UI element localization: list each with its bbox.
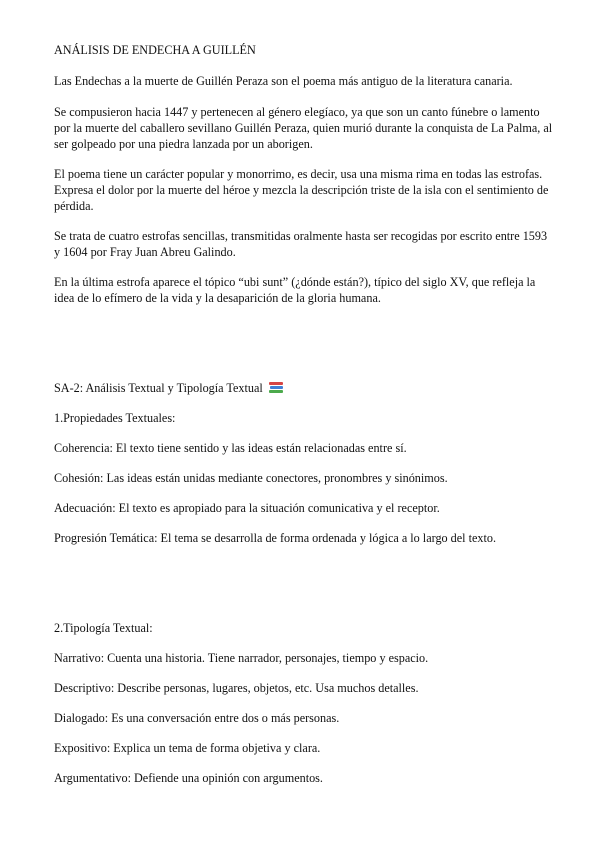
- section-heading-text: SA-2: Análisis Textual y Tipología Textual: [54, 381, 263, 395]
- text-line: ser golpeado por una piedra lanzada por un aborigen.: [54, 137, 313, 151]
- text-line: Expresa el dolor por la muerte del héroe y mezcla la descripción triste de la isla con el sentimiento de: [54, 183, 549, 197]
- text-line: Se trata de cuatro estrofas sencillas, transmitidas oralmente hasta ser recogidas por escrito entre 1593: [54, 229, 548, 243]
- properties-heading: 1.Propiedades Textuales:: [54, 411, 176, 425]
- list-item: Argumentativo: Defiende una opinión con argumentos.: [54, 771, 323, 785]
- text-line: En la última estrofa aparece el tópico “ubi sunt” (¿dónde están?), típico del siglo XV, que refleja la: [54, 275, 536, 289]
- text-line: Se compusieron hacia 1447 y pertenecen al género elegíaco, ya que son un canto fúnebre o lamento: [54, 105, 540, 119]
- list-item: Expositivo: Explica un tema de forma objetiva y clara.: [54, 741, 321, 755]
- list-item: Coherencia: El texto tiene sentido y las ideas están relacionadas entre sí.: [54, 441, 407, 455]
- text-line: por la muerte del caballero sevillano Guillén Peraza, quien murió durante la conquista de La Palma, al: [54, 121, 553, 135]
- books-icon: [269, 382, 283, 393]
- section-heading: [54, 380, 283, 396]
- text-line: Las Endechas a la muerte de Guillén Peraza son el poema más antiguo de la literatura canaria.: [54, 74, 513, 88]
- list-item: Progresión Temática: El tema se desarrolla de forma ordenada y lógica a lo largo del texto.: [54, 531, 497, 545]
- typology-heading: 2.Tipología Textual:: [54, 621, 153, 635]
- list-item: Dialogado: Es una conversación entre dos o más personas.: [54, 711, 340, 725]
- list-item: Narrativo: Cuenta una historia. Tiene narrador, personajes, tiempo y espacio.: [54, 651, 429, 665]
- text-line: idea de lo efímero de la vida y la desaparición de la gloria humana.: [54, 291, 381, 305]
- text-line: y 1604 por Fray Juan Abreu Galindo.: [54, 245, 236, 259]
- text-line: pérdida.: [54, 199, 94, 213]
- list-item: Cohesión: Las ideas están unidas mediante conectores, pronombres y sinónimos.: [54, 471, 448, 485]
- list-item: Adecuación: El texto es apropiado para la situación comunicativa y el receptor.: [54, 501, 440, 515]
- text-line: El poema tiene un carácter popular y monorrimo, es decir, usa una misma rima en todas las estrofas.: [54, 167, 543, 181]
- document-title: ANÁLISIS DE ENDECHA A GUILLÉN: [54, 43, 256, 57]
- list-item: Descriptivo: Describe personas, lugares, objetos, etc. Usa muchos detalles.: [54, 681, 419, 695]
